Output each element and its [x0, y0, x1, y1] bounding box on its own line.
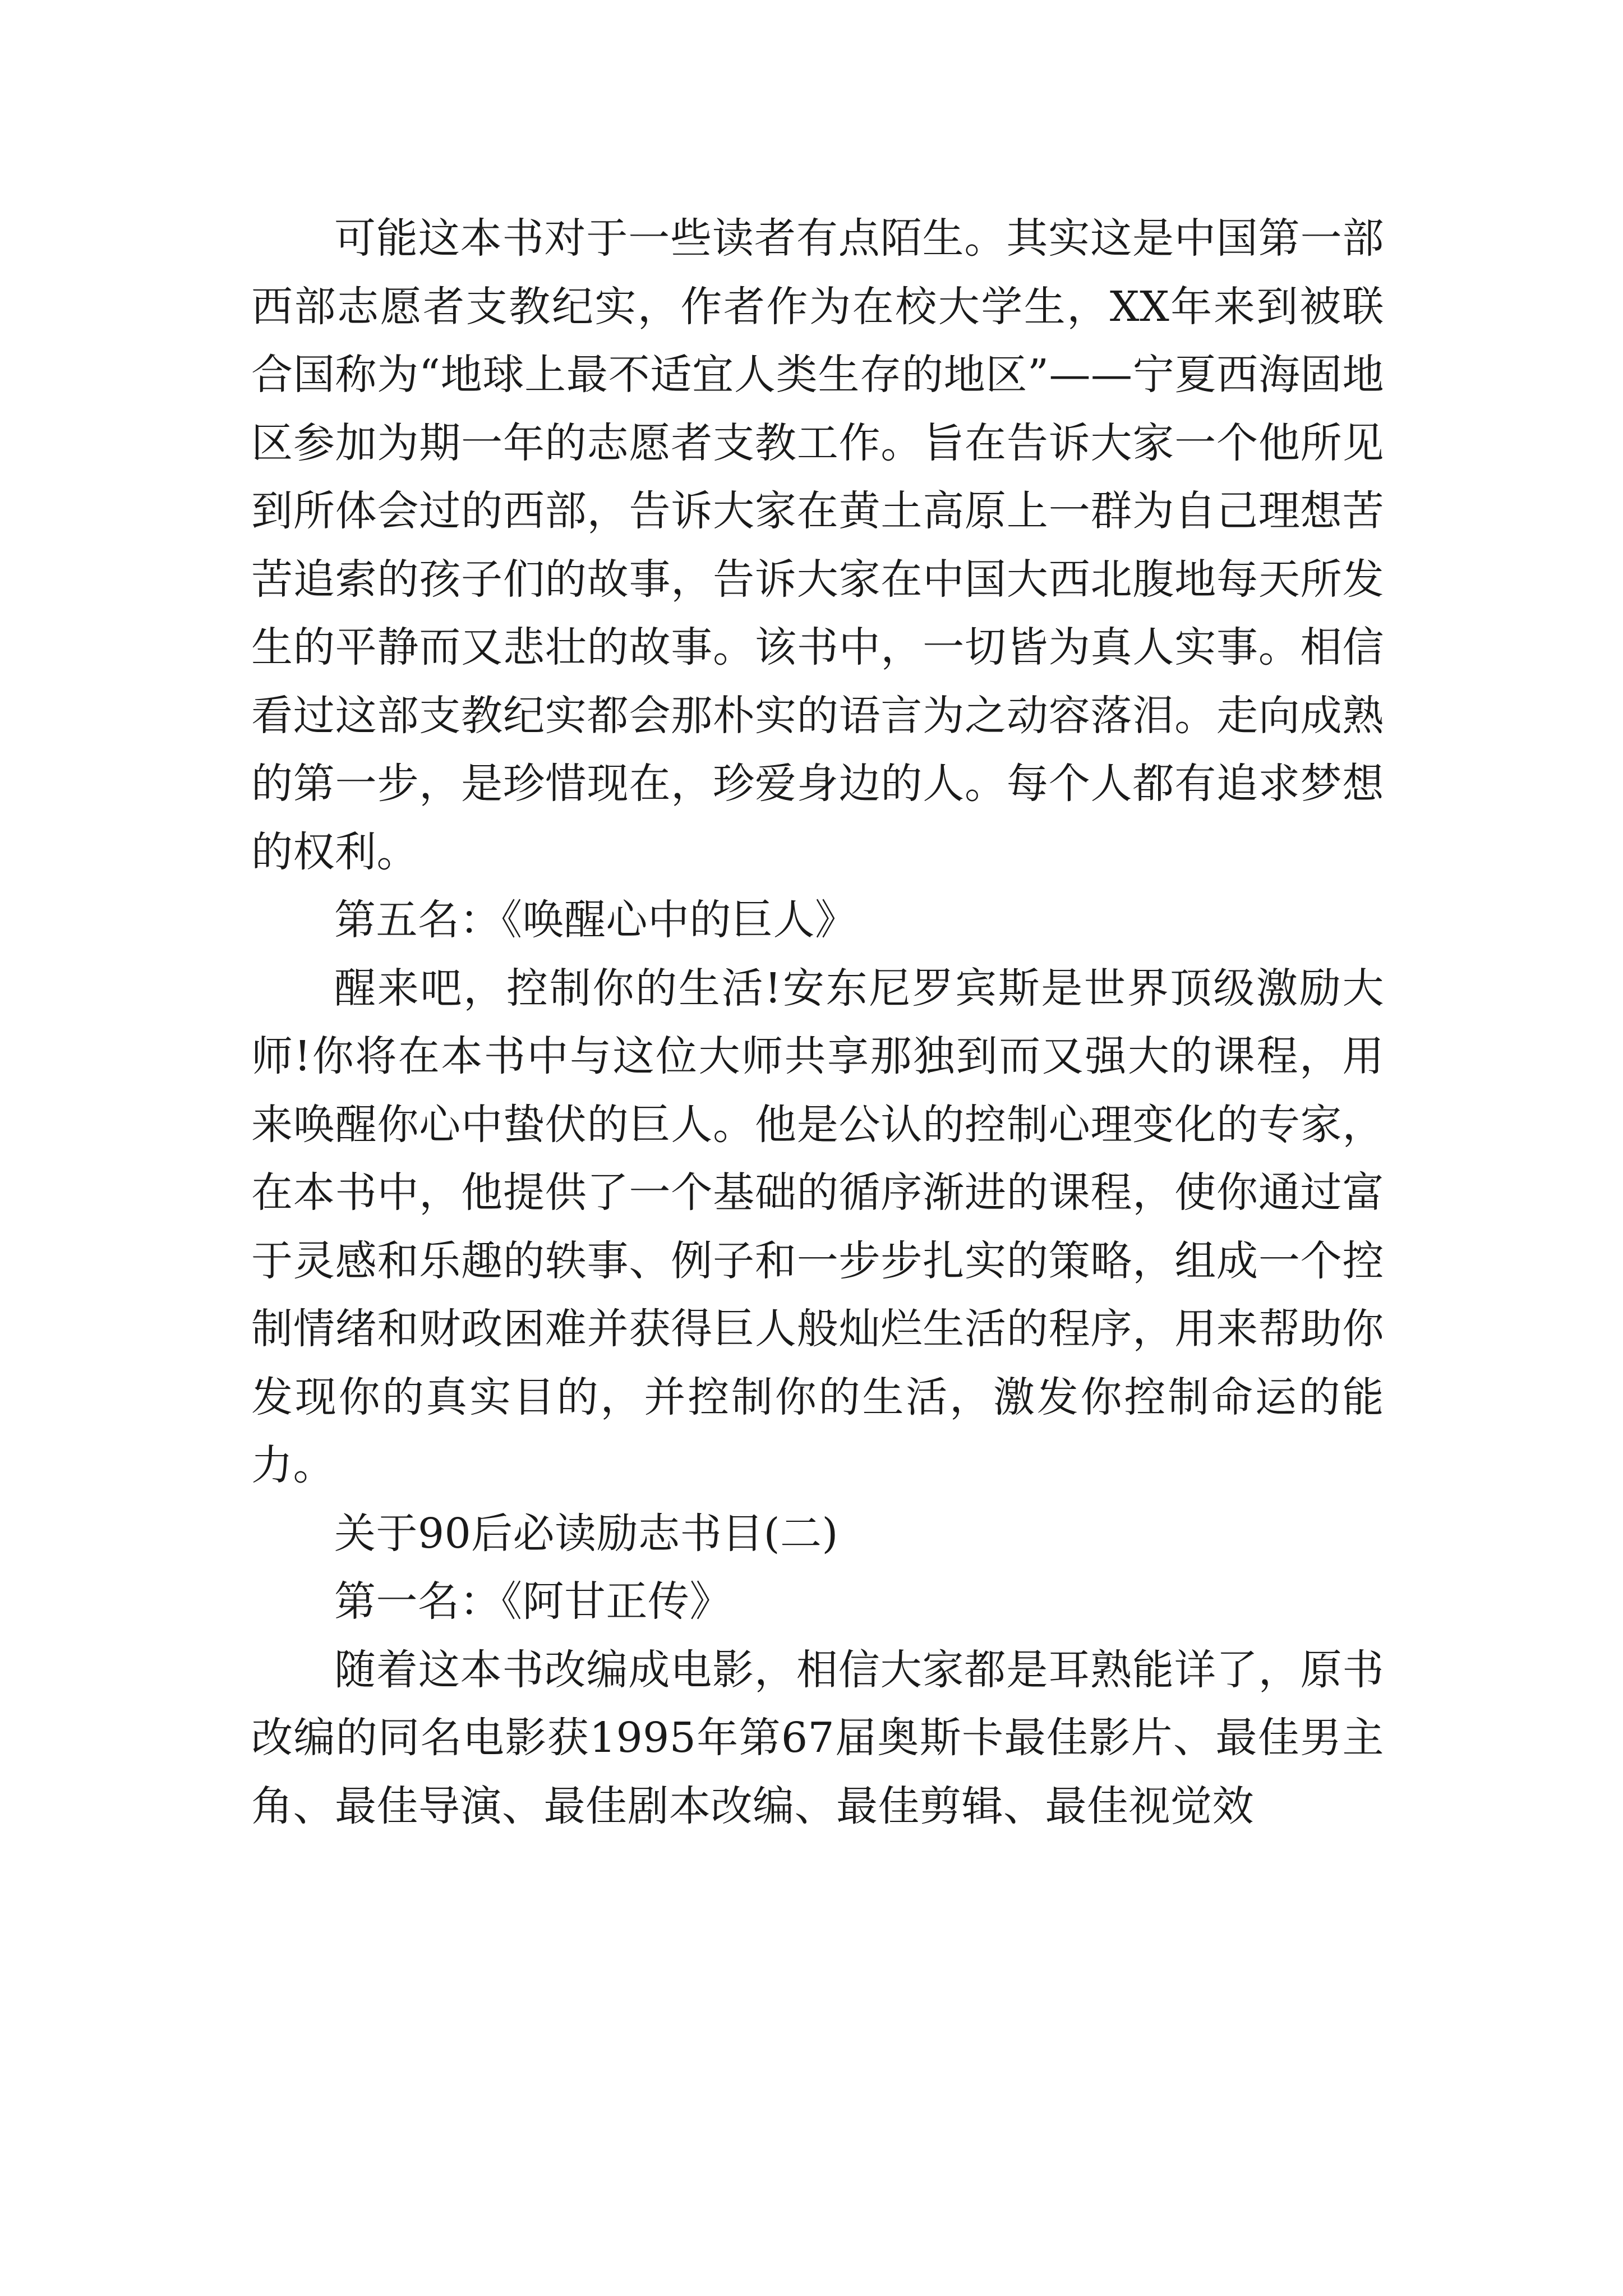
paragraph-intro: 可能这本书对于一些读者有点陌生。其实这是中国第一部西部志愿者支教纪实，作者作为在校大学生，XX年来到被联合国称为“地球上最不适宜人类生存的地区”——宁夏西海固地区参加为期一年的志愿者支教工作。旨在告诉大家一个他所见到所体会过的西部，告诉大家在黄土高原上一群为自己理想苦苦追索的孩子们的故事，告诉大家在中国大西北腹地每天所发生的平静而又悲壮的故事。该书中，一切皆为真人实事。相信看过这部支教纪实都会那朴实的语言为之动容落泪。走向成熟的第一步，是珍惜现在，珍爱身边的人。每个人都有追求梦想的权利。: [251, 214, 1384, 876]
section-heading: 关于90后必读励志书目(二): [334, 1509, 838, 1558]
heading-first-book: 第一名：《阿甘正传》: [334, 1577, 731, 1626]
paragraph-fifth-book: 醒来吧，控制你的生活!安东尼罗宾斯是世界顶级激励大师!你将在本书中与这位大师共享那独到而又强大的课程，用来唤醒你心中蛰伏的巨人。他是公认的控制心理变化的专家，在本书中，他提供了一个基础的循序渐进的课程，使你通过富于灵感和乐趣的轶事、例子和一步步扎实的策略，组成一个控制情绪和财政困难并获得巨人般灿烂生活的程序，用来帮助你发现你的真实目的，并控制你的生活，激发你控制命运的能力。: [251, 964, 1384, 1489]
heading-fifth-book: 第五名：《唤醒心中的巨人》: [334, 896, 857, 944]
paragraph-first-book: 随着这本书改编成电影，相信大家都是耳熟能详了，原书改编的同名电影获1995年第67届奥斯卡最佳影片、最佳男主角、最佳导演、最佳剧本改编、最佳剪辑、最佳视觉效: [251, 1645, 1384, 1830]
document-body: [251, 205, 1384, 1841]
